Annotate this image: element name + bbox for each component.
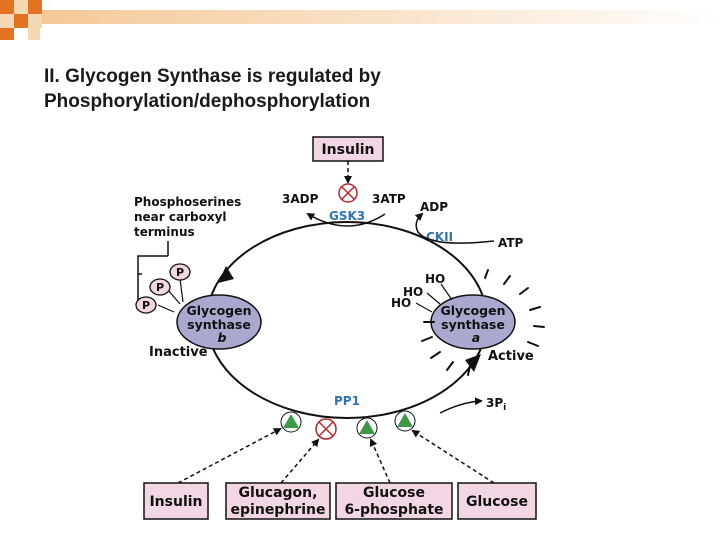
insulin-top-box <box>313 137 383 161</box>
glucose-label: Glucose <box>465 494 529 510</box>
glucose-6p-line1: Glucose <box>362 485 426 501</box>
slide-title-line2: Phosphorylation/dephosphorylation <box>44 91 371 112</box>
crossed-circle-icon <box>339 184 357 202</box>
synthase-a-line2: synthase <box>441 317 505 332</box>
pp1-side-arc <box>440 401 481 413</box>
gsk3-label: GSK3 <box>329 209 366 223</box>
phosphate-label-3: P <box>141 299 151 312</box>
phosphoserine-label-3: terminus <box>134 225 195 239</box>
gsk3-atp-label: 3ATP <box>372 192 406 206</box>
slide-title-line1: II. Glycogen Synthase is regulated by <box>44 66 381 87</box>
phosphoserine-label-2: near carboxyl <box>134 210 227 224</box>
phosphate-label-1: P <box>175 266 185 279</box>
cycle-arrowhead-top <box>218 266 234 283</box>
gsk3-adp-label: 3ADP <box>282 192 319 206</box>
hydroxyl-label-3: HO <box>391 296 412 310</box>
synthase-a-line3: a <box>471 330 481 345</box>
ckii-adp-label: ADP <box>420 200 449 214</box>
glucose-6p-line2: 6-phosphate <box>344 502 444 518</box>
green-triangle-icon <box>395 411 415 431</box>
pp1-product-label <box>486 396 506 413</box>
insulin-top-label: Insulin <box>321 142 375 158</box>
phosphate-label-2: P <box>155 281 165 294</box>
green-triangle-icon <box>357 418 377 438</box>
phosphate-stem-3 <box>158 305 174 312</box>
glucagon-label: Glucagon, <box>238 485 318 501</box>
glucagon-epinephrine-box <box>226 483 330 519</box>
ckii-side-arc <box>416 214 494 243</box>
hydroxyl-bond-2 <box>427 293 440 304</box>
phosphate-group-1 <box>170 264 190 280</box>
phosphate-group-2 <box>150 279 170 295</box>
pp1-label: PP1 <box>334 394 360 408</box>
crossed-circle-icon <box>316 419 336 439</box>
insulin-bottom-box <box>144 483 208 519</box>
ckii-atp-label: ATP <box>498 236 524 250</box>
phosphoserine-label-1: Phosphoserines <box>134 195 242 209</box>
phosphate-stem-2 <box>168 290 180 304</box>
insulin-bottom-label: Insulin <box>149 494 203 510</box>
hydroxyl-label-1: HO <box>425 272 446 286</box>
pp1-product-main: 3P <box>486 396 504 410</box>
phosphate-group-3 <box>136 297 156 313</box>
effector-arrows <box>178 429 494 483</box>
synthase-b-line3: b <box>217 330 227 345</box>
pp1-product-subscript: i <box>503 403 507 413</box>
synthase-b-line2: synthase <box>187 317 251 332</box>
hydroxyl-bond-3 <box>416 303 432 312</box>
glucose-box <box>458 483 536 519</box>
synthase-b-line1: Glycogen <box>186 303 252 318</box>
glycogen-synthase-b <box>177 295 261 349</box>
glycogen-synthase-a <box>431 295 515 349</box>
synthase-a-line1: Glycogen <box>440 303 506 318</box>
inactive-label: Inactive <box>149 345 208 360</box>
green-triangle-icon <box>281 412 301 432</box>
epinephrine-label: epinephrine <box>230 502 326 518</box>
hydroxyl-label-2: HO <box>403 285 424 299</box>
glucose-6-phosphate-box <box>336 483 452 519</box>
phosphate-stem-1 <box>180 279 183 302</box>
hydroxyl-bond-1 <box>441 284 452 300</box>
ckii-label: CKII <box>426 230 454 244</box>
active-label: Active <box>488 349 534 364</box>
